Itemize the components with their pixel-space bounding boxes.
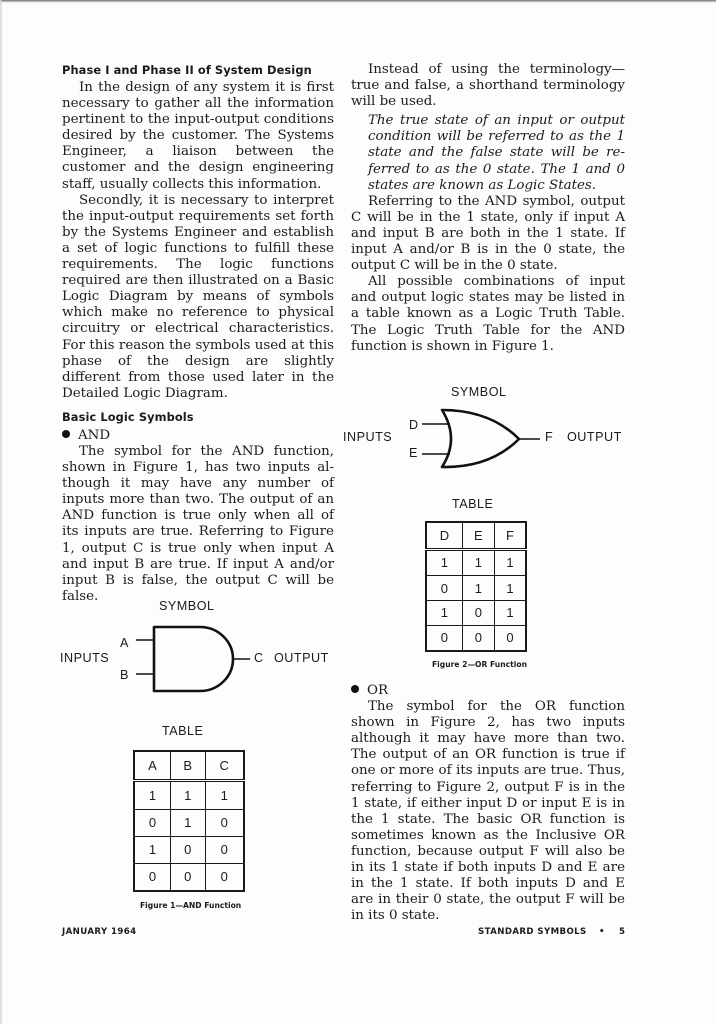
table-row xyxy=(426,625,526,651)
and-gate-icon xyxy=(130,622,260,696)
figure-1-caption: Figure 1—AND Function xyxy=(140,901,242,910)
paragraph-truth-table: All possible combinations of input and output logic states may be listed in a table known as a Logic Truth Table. The Logic Truth Table for the AND function is shown in Figure 1. xyxy=(351,274,625,354)
table-cell: 1 xyxy=(426,549,462,575)
table-cell: 1 xyxy=(205,781,244,810)
table-cell: 0 xyxy=(205,836,244,863)
paragraph-logic-functions: Secondly, it is necessary to interpret the input-output requirements set forth by the Systems Engineer and establish a set of logic functions to fulfill these requirements. The logic functions required are then illustrated on a Basic Logic Diagram by means of symbols which make no reference to physical circuitry or electrical characteristics. For this reason the symbols used at this phase of the design are slightly different from those used later in the Detailed Logic Diagram. xyxy=(62,192,334,401)
table-cell: 1 xyxy=(495,600,527,625)
table-cell: 1 xyxy=(170,809,205,836)
table-cell: 0 xyxy=(134,809,170,836)
right-column-or-section xyxy=(351,683,625,924)
paragraph-or-function: The symbol for the OR function shown in Figure 2, has two inputs although it may have more than two. The output of an OR function is true if one or more of its inputs are true. Thus, referring to Figure 2, output F is in the 1 state, if either input D or input E is in the 1 state. The basic OR function is sometimes known as the Inclusive OR function, because output F will also be in its 1 state if both inputs D and E are in the 1 state. If both inputs D and E are in their 0 state, the output F will be in its 0 state. xyxy=(351,699,625,924)
figure-1-output-c: C xyxy=(254,651,264,665)
bullet-and xyxy=(62,428,334,444)
bullet-or xyxy=(351,683,625,699)
figure-1-output-label: OUTPUT xyxy=(274,651,329,665)
table-cell: 1 xyxy=(495,576,527,601)
footer-date: JANUARY 1964 xyxy=(62,927,137,937)
figure-2-output-f: F xyxy=(545,430,554,444)
table-cell: 0 xyxy=(134,863,170,891)
table-header-c: C xyxy=(205,751,244,781)
figure-1-symbol-label: SYMBOL xyxy=(159,599,215,613)
table-cell: 1 xyxy=(495,549,527,575)
table-row xyxy=(134,809,244,836)
table-cell: 0 xyxy=(170,863,205,891)
paragraph-terminology: Instead of using the terminology—true and false, a shorthand terminology will be used. xyxy=(351,62,625,110)
table-row xyxy=(134,781,244,810)
scan-edge-left xyxy=(0,0,3,1024)
table-cell: 0 xyxy=(462,600,494,625)
paragraph-and-function: The symbol for the AND function, shown in Figure 1, has two inputs although it may have any number of inputs more than two. The output of an AND function is true only when all of its inputs are true. Referring to Figure 1, output C is true only when input A and input B are true. If input A and/or input B is false, the output C will be false. xyxy=(62,443,334,604)
table-cell: 1 xyxy=(426,600,462,625)
footer-page-number: 5 xyxy=(619,927,626,937)
scan-edge-top xyxy=(0,0,716,3)
table-cell: 0 xyxy=(205,809,244,836)
figure-2-output-label: OUTPUT xyxy=(567,430,622,444)
table-cell: 1 xyxy=(134,781,170,810)
or-truth-table xyxy=(425,521,527,652)
table-header-d: D xyxy=(426,522,462,549)
figure-1-inputs-label: INPUTS xyxy=(60,651,110,665)
table-cell: 1 xyxy=(462,576,494,601)
table-header-e: E xyxy=(462,522,494,549)
table-cell: 0 xyxy=(426,625,462,651)
table-row xyxy=(426,549,526,575)
footer-separator: • xyxy=(599,927,605,937)
table-row xyxy=(426,600,526,625)
table-cell: 0 xyxy=(205,863,244,891)
figure-1-input-a: A xyxy=(120,636,129,650)
table-cell: 1 xyxy=(134,836,170,863)
table-header-f: F xyxy=(495,522,527,549)
footer-publication-title: STANDARD SYMBOLS xyxy=(478,927,587,937)
table-row xyxy=(426,576,526,601)
table-row xyxy=(134,863,244,891)
table-row xyxy=(134,836,244,863)
table-header-row xyxy=(426,522,526,549)
figure-2-input-d: D xyxy=(409,418,419,432)
bullet-dot-icon xyxy=(62,430,70,438)
section-heading-system-design: Phase I and Phase II of System Design xyxy=(62,63,312,77)
left-column xyxy=(62,62,334,605)
figure-2-symbol-label: SYMBOL xyxy=(451,385,507,399)
paragraph-and-symbol-states: Referring to the AND symbol, output C will be in the 1 state, only if input A and input B are both in the 1 state. If input A and/or B is in the 0 state, the output C will be in the 0 state. xyxy=(351,193,625,274)
bullet-dot-icon xyxy=(351,685,359,693)
paragraph-logic-states-definition: The true state of an input or output condition will be referred to as the 1 state and the false state will be referred to as the 0 state. The 1 and 0 states are known as Logic States. xyxy=(368,113,625,193)
table-cell: 0 xyxy=(170,836,205,863)
table-cell: 1 xyxy=(170,781,205,810)
right-column-top xyxy=(351,62,625,355)
table-header-row xyxy=(134,751,244,781)
table-header-a: A xyxy=(134,751,170,781)
and-truth-table xyxy=(133,750,245,892)
or-gate-icon xyxy=(418,405,548,473)
figure-2-table-label: TABLE xyxy=(452,497,494,511)
table-cell: 0 xyxy=(462,625,494,651)
figure-2-caption: Figure 2—OR Function xyxy=(432,660,527,669)
paragraph-design-intro: In the design of any system it is first necessary to gather all the information pertinent to the input-output conditions desired by the customer. The Systems Engineer, a liaison between the customer and the design engineering staff, usually collects this information. xyxy=(62,80,334,192)
figure-2-inputs-label: INPUTS xyxy=(343,430,393,444)
table-cell: 0 xyxy=(495,625,527,651)
bullet-or-label: OR xyxy=(367,683,389,698)
figure-2-input-e: E xyxy=(409,446,418,460)
bullet-and-label: AND xyxy=(78,427,111,443)
table-cell: 1 xyxy=(462,549,494,575)
section-heading-basic-logic-symbols: Basic Logic Symbols xyxy=(62,409,194,424)
table-cell: 0 xyxy=(426,576,462,601)
figure-1-input-b: B xyxy=(120,668,129,682)
figure-1-table-label: TABLE xyxy=(162,724,204,738)
table-header-b: B xyxy=(170,751,205,781)
